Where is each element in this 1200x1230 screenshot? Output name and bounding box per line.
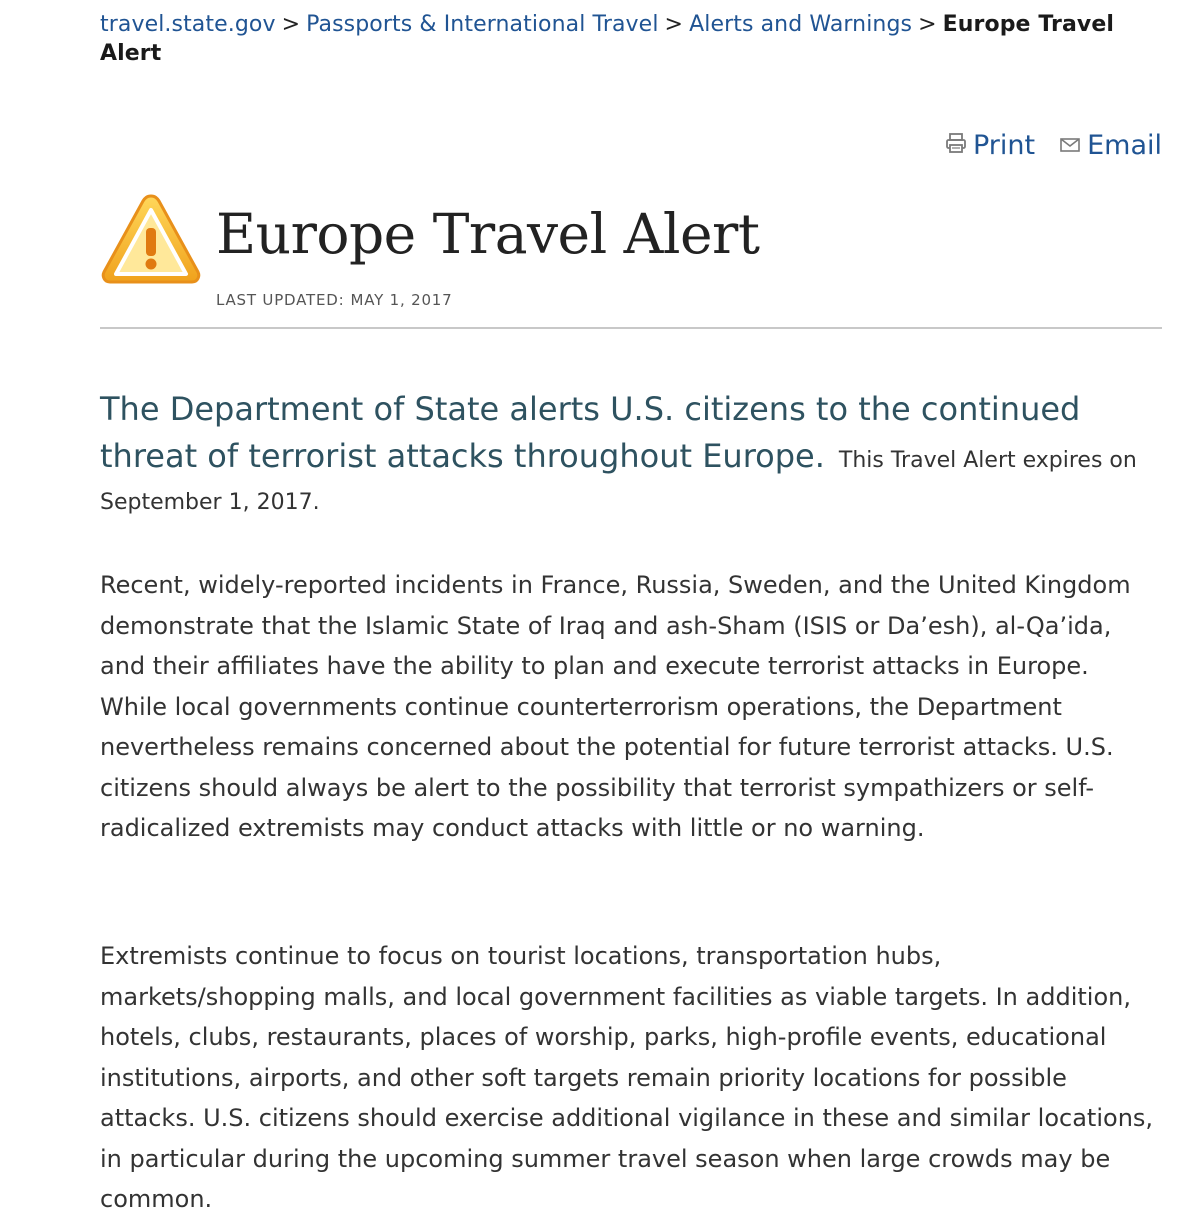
breadcrumb-current: Europe Travel Alert (100, 12, 1115, 66)
breadcrumb (100, 10, 1162, 68)
print-label: Print (972, 130, 1036, 161)
body-paragraph: Extremists continue to focus on tourist locations, transportation hubs, markets/shopping malls, and local government facilities as viable targets. In addition, hotels, clubs, restaurants, places of worship, parks, high-profile events, educational institutions, airports, and other soft targets remain priority locations for possible attacks. U.S. citizens should exercise additional vigilance in these and similar locations, in particular during the upcoming summer travel season when large crowds may be common. (100, 942, 1154, 1213)
breadcrumb-separator: > (281, 12, 301, 37)
email-label: Email (1087, 130, 1162, 161)
breadcrumb-link-home[interactable]: travel.state.gov (100, 12, 276, 37)
printer-icon (945, 128, 967, 164)
last-updated-label: LAST UPDATED: (216, 291, 345, 309)
lead-headline: The Department of State alerts U.S. citizens to the continued threat of terrorist attacks throughout Europe. (100, 390, 1081, 475)
breadcrumb-separator: > (918, 12, 937, 37)
page-title: Europe Travel Alert (216, 202, 760, 266)
utility-links (945, 128, 1162, 164)
print-link[interactable] (945, 128, 1035, 164)
warning-triangle-icon (100, 192, 202, 286)
last-updated-date: MAY 1, 2017 (350, 291, 453, 309)
breadcrumb-link-passports[interactable]: Passports & International Travel (306, 12, 659, 37)
breadcrumb-link-alerts[interactable]: Alerts and Warnings (689, 12, 913, 37)
envelope-icon (1059, 128, 1081, 164)
lead-paragraph (100, 388, 1162, 524)
email-link[interactable] (1059, 128, 1162, 164)
lead-expiry: This Travel Alert expires on September 1, 2017. (100, 448, 1137, 515)
title-row (100, 192, 1162, 292)
divider (100, 327, 1162, 329)
breadcrumb-separator: > (664, 12, 684, 37)
body-paragraph: Recent, widely-reported incidents in France, Russia, Sweden, and the United Kingdom demonstrate that the Islamic State of Iraq and ash-Sham (ISIS or Da’esh), al-Qa’ida, and their affiliates have the ability to plan and execute terrorist attacks in Europe. While local governments continue counterterrorism operations, the Department nevertheless remains concerned about the potential for future terrorist attacks. U.S. citizens should always be alert to the possibility that terrorist sympathizers or self-radicalized extremists may conduct attacks with little or no warning. (100, 571, 1131, 842)
last-updated (216, 291, 453, 309)
